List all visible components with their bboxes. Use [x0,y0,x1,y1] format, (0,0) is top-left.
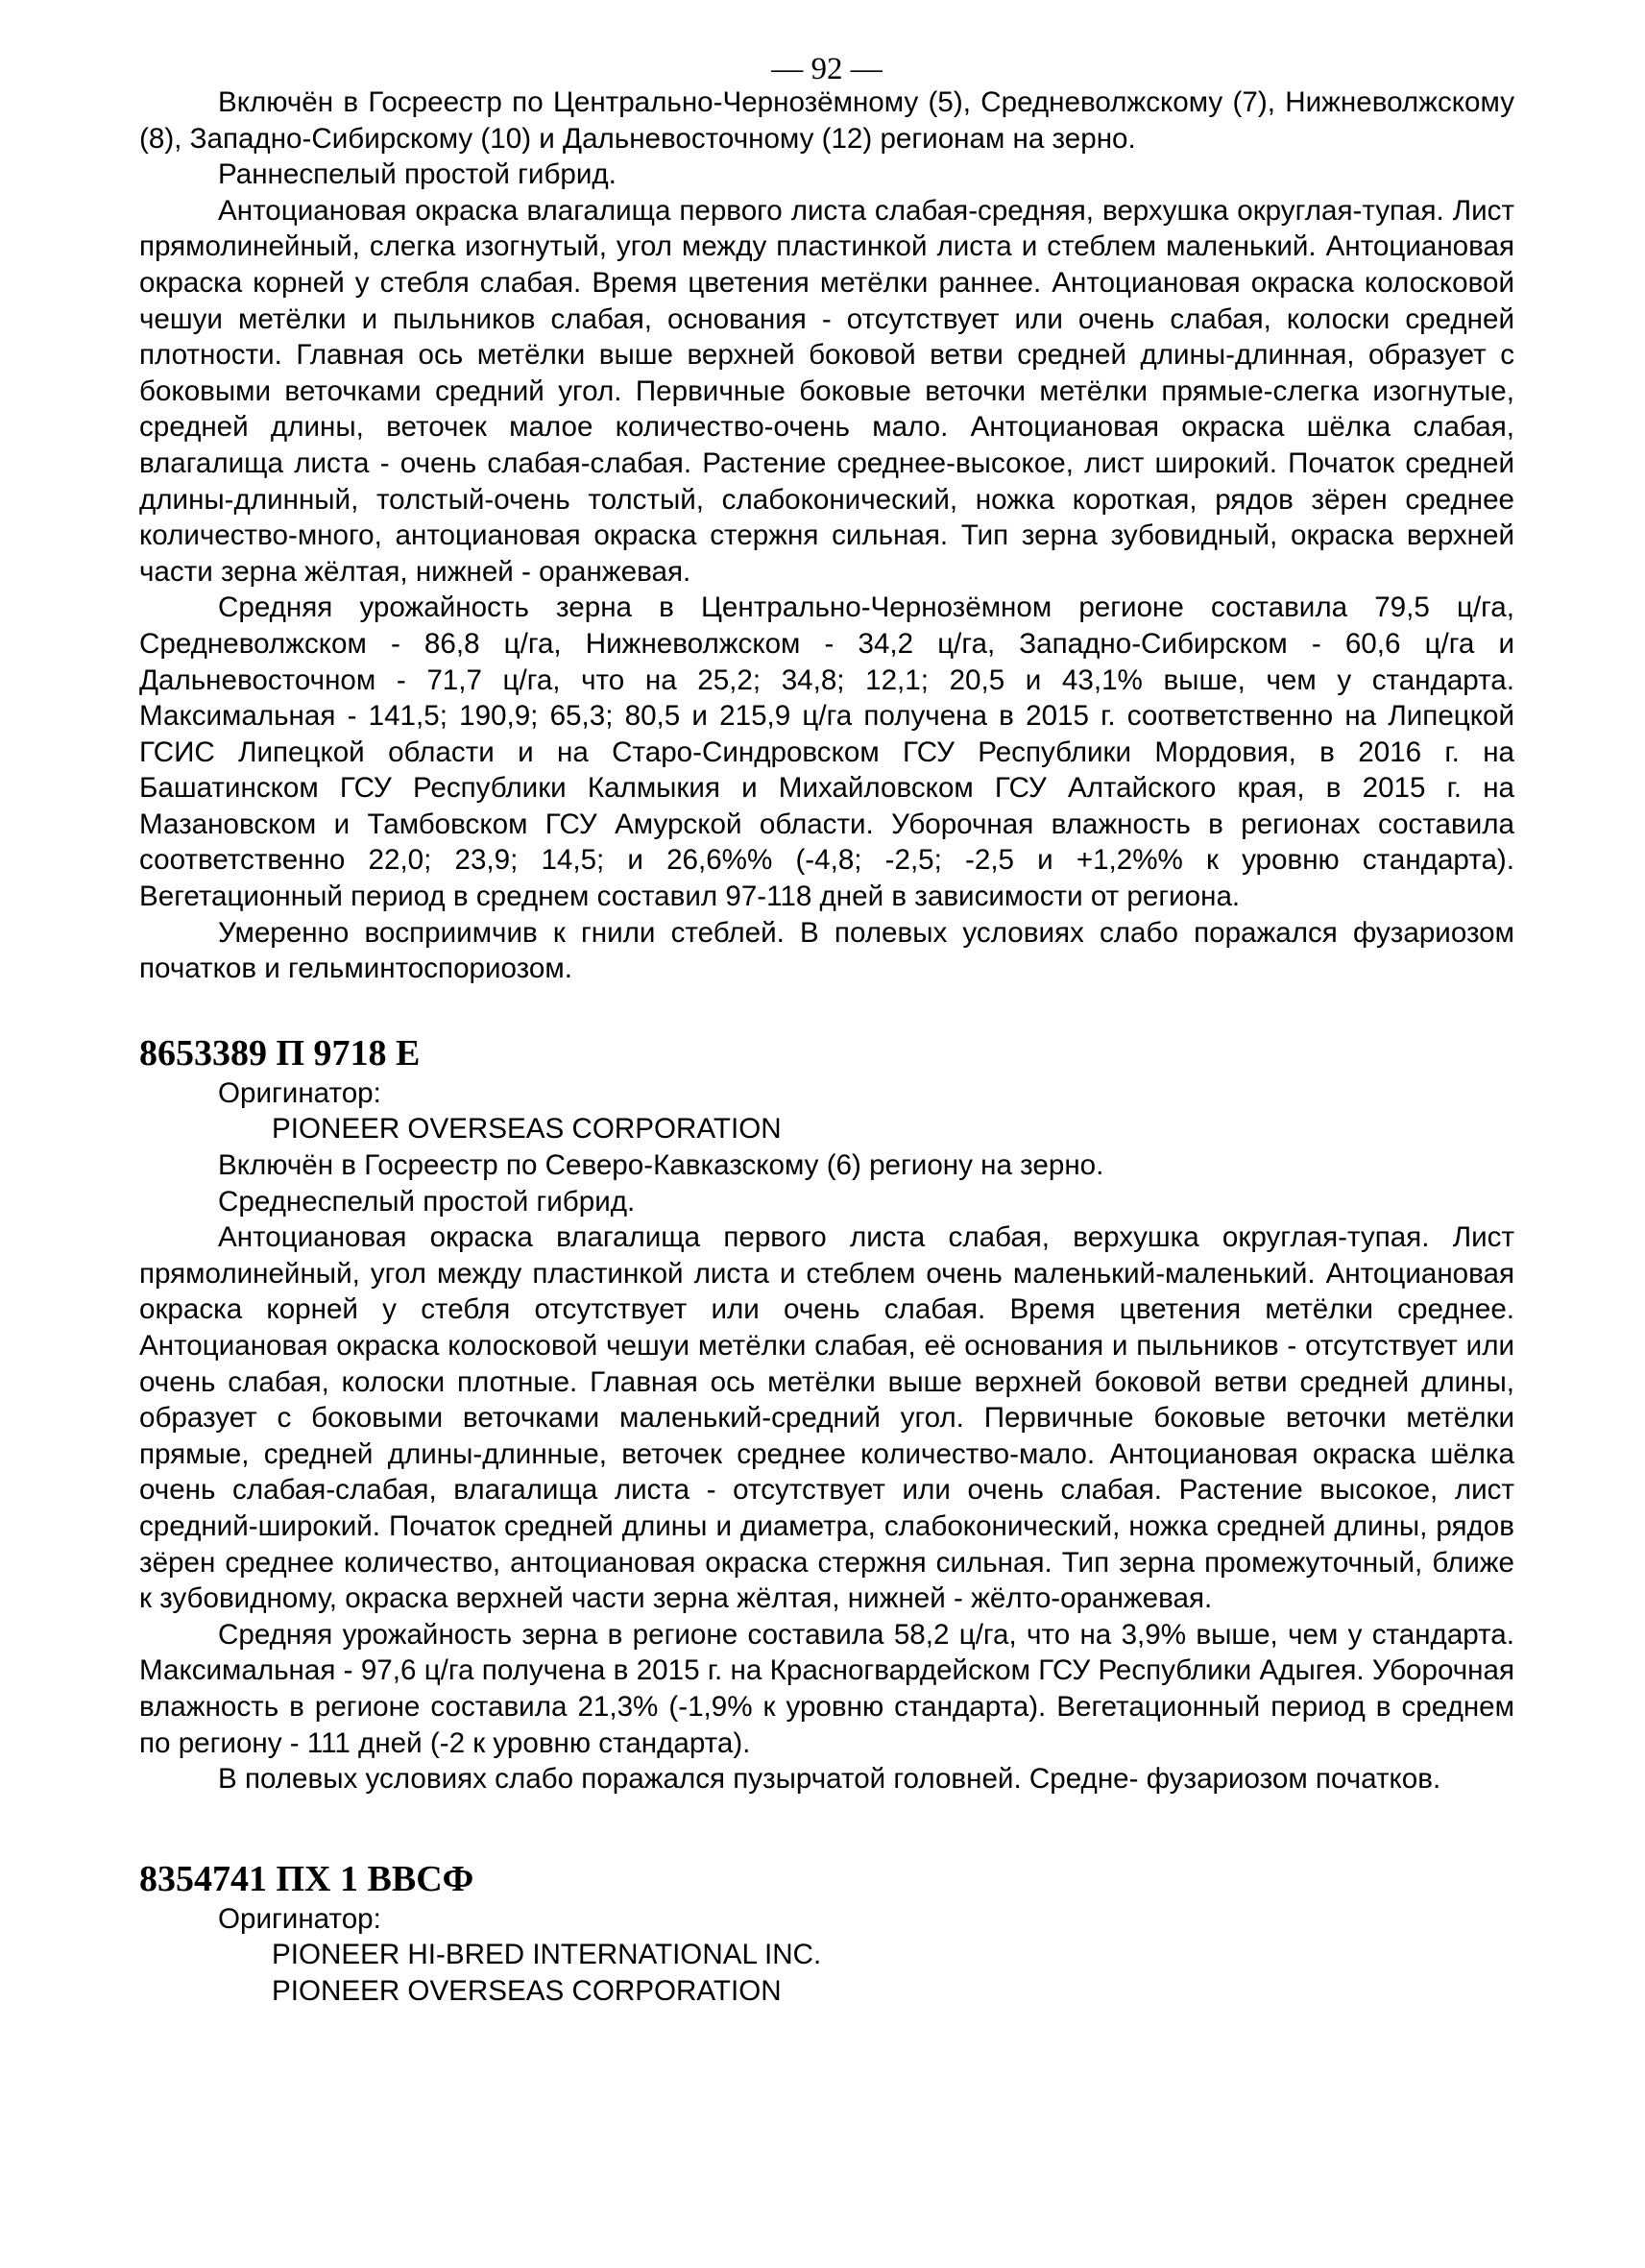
originator-label: Оригинатор: [218,1076,381,1109]
disease-paragraph: В полевых условиях слабо поражался пузырчатой головней. Средне- фузариозом початков. [218,1763,1441,1796]
yield-paragraph: Средняя урожайность зерна в Центрально-Чернозёмном регионе составила 79,5 ц/га, Средневолжском - 86,8 ц/га, Нижневолжском - 34,2 ц/га, Западно-Сибирском - 60,6 ц/га и Дальневосточном - 71,7 ц/га, что на 25,2; 34,8; 12,1; 20,5 и 43,1% выше, чем у стандарта. Максимальная - 141,5; 190,9; 65,3; 80,5 и 215,9 ц/га получена в 2015 г. соответственно на Липецкой ГСИС Липецкой области и на Старо-Синдровском ГСУ Республики Мордовия, в 2016 г. на Башатинском ГСУ Республики Калмыкия и Михайловском ГСУ Алтайского края, в 2015 г. на Мазановском и Тамбовском ГСУ Амурской области. Уборочная влажность в регионах составила соответственно 22,0; 23,9; 14,5; и 26,6%% (-4,8; -2,5; -2,5 и +1,2%% к уровню стандарта). Вегетационный период в среднем составил 97-118 дней в зависимости от региона. [139,591,1514,913]
registry-paragraph: Включён в Госреестр по Центрально-Чернозёмному (5), Средневолжскому (7), Нижневолжскому (8), Западно-Сибирскому (10) и Дальневосточному (12) регионам на зерно. [139,86,1514,155]
page-number: — 92 — [771,52,883,86]
registry-paragraph: Включён в Госреестр по Северо-Кавказскому (6) региону на зерно. [218,1149,1104,1182]
entry-heading: 8653389 П 9718 Е [139,1032,421,1074]
hybrid-type-paragraph: Раннеспелый простой гибрид. [218,158,617,191]
document-page [139,50,1514,2010]
morphology-paragraph: Антоциановая окраска влагалища первого листа слабая, верхушка округлая-тупая. Лист прямолинейный, угол между пластинкой листа и стеблем очень маленький-маленький. Антоциановая окраска корней у стебля отсутствует или очень слабая. Время цветения метёлки среднее. Антоциановая окраска колосковой чешуи метёлки слабая, её основания и пыльников - отсутствует или очень слабая, колоски плотные. Главная ось метёлки выше верхней боковой ветви средней длины, образует с боковыми веточками маленький-средний угол. Первичные боковые веточки метёлки прямые, средней длины-длинные, веточек среднее количество-мало. Антоциановая окраска шёлка очень слабая-слабая, влагалища листа - отсутствует или очень слабая. Растение высокое, лист средний-широкий. Початок средней длины и диаметра, слабоконический, ножка средней длины, рядов зёрен среднее количество, антоциановая окраска стержня сильная. Тип зерна промежуточный, ближе к зубовидному, окраска верхней части зерна жёлтая, нижней - жёлто-оранжевая. [139,1221,1514,1615]
originator-name: PIONEER OVERSEAS CORPORATION [272,1113,782,1146]
yield-paragraph: Средняя урожайность зерна в регионе составила 58,2 ц/га, что на 3,9% выше, чем у стандарта. Максимальная - 97,6 ц/га получена в 2015 г. на Красногвардейском ГСУ Республики Адыгея. Уборочная влажность в регионе составила 21,3% (-1,9% к уровню стандарта). Вегетационный период в среднем по региону - 111 дней (-2 к уровню стандарта). [139,1618,1514,1759]
hybrid-type-paragraph: Среднеспелый простой гибрид. [218,1185,636,1218]
entry-heading: 8354741 ПХ 1 ВВСФ [139,1858,474,1899]
disease-paragraph: Умеренно восприимчив к гнили стеблей. В полевых условиях слабо поражался фузариозом початков и гельминтоспориозом. [139,916,1514,985]
morphology-paragraph: Антоциановая окраска влагалища первого листа слабая-средняя, верхушка округлая-тупая. Лист прямолинейный, слегка изогнутый, угол между пластинкой листа и стеблем маленький. Антоциановая окраска корней у стебля слабая. Время цветения метёлки раннее. Антоциановая окраска колосковой чешуи метёлки и пыльников слабая, основания - отсутствует или очень слабая, колоски средней плотности. Главная ось метёлки выше верхней боковой ветви средней длины-длинная, образует с боковыми веточками средний угол. Первичные боковые веточки метёлки прямые-слегка изогнутые, средней длины, веточек малое количество-очень мало. Антоциановая окраска шёлка слабая, влагалища листа - очень слабая-слабая. Растение среднее-высокое, лист широкий. Початок средней длины-длинный, толстый-очень толстый, слабоконический, ножка короткая, рядов зёрен среднее количество-много, антоциановая окраска стержня сильная. Тип зерна зубовидный, окраска верхней части зерна жёлтая, нижней - оранжевая. [139,194,1514,588]
originator-label: Оригинатор: [218,1902,381,1935]
originator-name: PIONEER OVERSEAS CORPORATION [272,1974,782,2007]
originator-name: PIONEER HI-BRED INTERNATIONAL INC. [272,1939,822,1971]
